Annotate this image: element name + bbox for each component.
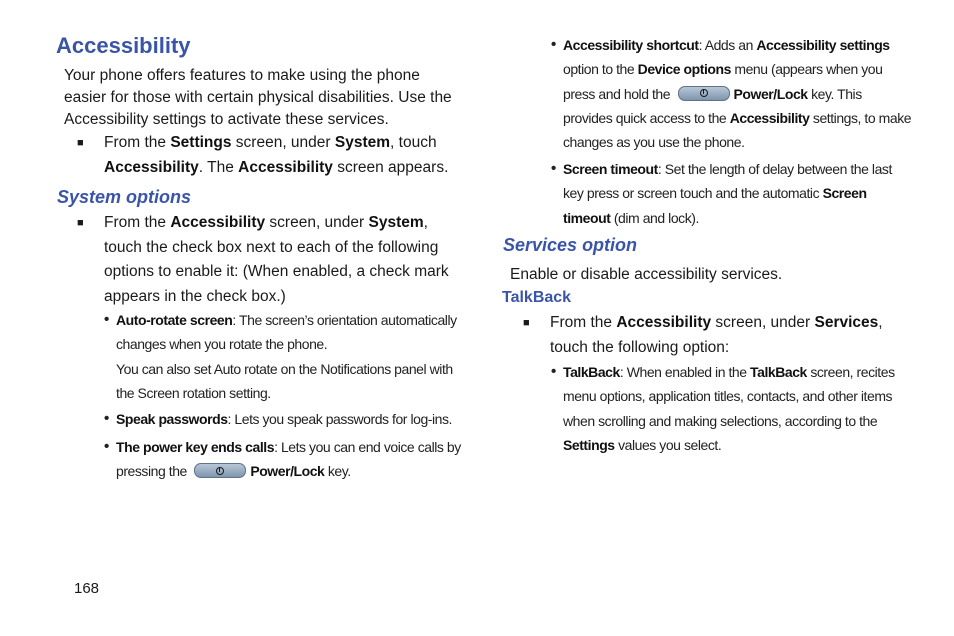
option-speak-passwords: • Speak passwords: Lets you speak passwords for log-ins. [116, 407, 466, 431]
step-services: ■ From the Accessibility screen, under Services, touch the following option: [550, 311, 910, 360]
page-title: Accessibility [56, 33, 191, 58]
dot-bullet-icon: • [551, 363, 556, 380]
dot-bullet-icon: • [551, 160, 556, 177]
square-bullet-icon: ■ [77, 217, 84, 229]
dot-bullet-icon: • [104, 410, 109, 427]
option-talkback: • TalkBack: When enabled in the TalkBack screen, recites menu options, application titles, contacts, and other items when scrolling and making selections, according to the Settings values you select. [563, 360, 913, 457]
services-intro: Enable or disable accessibility services. [510, 266, 783, 283]
intro-text: Your phone offers features to make using the phone easier for those with certain physical disabilities. Use the Accessibility settings to activate these services. [64, 67, 452, 128]
dot-bullet-icon: • [104, 311, 109, 328]
power-lock-key-icon [678, 86, 730, 101]
dot-bullet-icon: • [551, 36, 556, 53]
step-system-options: ■ From the Accessibility screen, under System, touch the check box next to each of the following options to enable it: (When enabled, a check mark appears in the check box.) [104, 211, 466, 309]
option-accessibility-shortcut: • Accessibility shortcut: Adds an Accessibility settings option to the Device options menu (appears when you press and hold the Power/Lock key. This provides quick access to the Accessibility settings, to make changes as you use the phone. [563, 33, 913, 154]
option-screen-timeout: • Screen timeout: Set the length of delay between the last key press or screen touch and the automatic Screen timeout (dim and lock). [563, 157, 913, 230]
step-open-accessibility: ■ From the Settings screen, under System, touch Accessibility. The Accessibility screen appears. [104, 131, 464, 180]
dot-bullet-icon: • [104, 438, 109, 455]
power-lock-key-icon [194, 463, 246, 478]
section-heading-services-option: Services option [503, 235, 638, 255]
square-bullet-icon: ■ [523, 317, 530, 329]
page-number: 168 [74, 580, 100, 597]
square-bullet-icon: ■ [77, 137, 84, 149]
option-power-key-ends-calls: • The power key ends calls: Lets you can end voice calls by pressing the Power/Lock key. [116, 435, 466, 484]
subheading-talkback: TalkBack [502, 289, 572, 306]
section-heading-system-options: System options [57, 187, 192, 207]
option-auto-rotate-screen: • Auto-rotate screen: The screen’s orientation automatically changes when you rotate the phone. [116, 308, 466, 357]
auto-rotate-note: You can also set Auto rotate on the Notifications panel with the Screen rotation setting. [116, 361, 453, 402]
